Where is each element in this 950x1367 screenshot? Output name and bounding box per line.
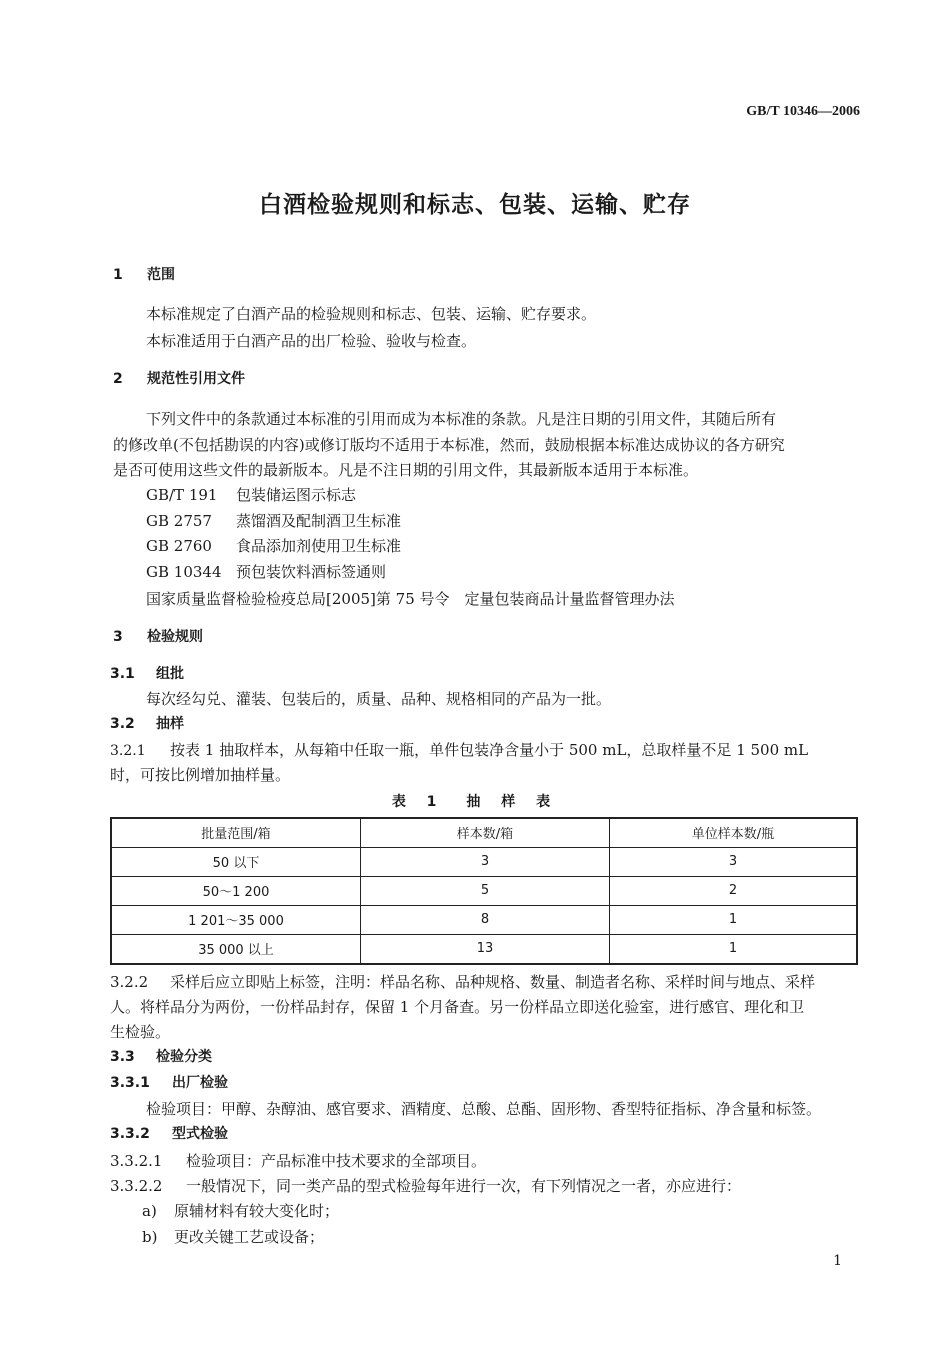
section-title: 规范性引用文件 [147,371,245,387]
clause-line: 人。将样品分为两份，一份样品封存，保留 1 个月备查。另一份样品立即送化验室，进行感官、理化和卫 [110,998,805,1016]
table-cell: 3 [610,847,858,876]
section-number: 3.2 [110,716,135,732]
table-cell: 13 [361,934,610,964]
paragraph: 每次经勾兑、灌装、包装后的，质量、品种、规格相同的产品为一批。 [146,690,612,708]
clause-text: 按表 1 抽取样本，从每箱中任取一瓶，单件包装净含量小于 500 mL，总取样量不足 1 500 mL [170,741,809,759]
subsection-heading [110,713,184,733]
clause-line [110,971,815,992]
section-number: 3.3.1 [110,1075,150,1091]
clause-number: 3.2.1 [110,743,146,759]
reference-code: GB 10344 [146,563,222,581]
table-cell: 8 [361,905,610,934]
clause-line [110,1150,486,1171]
table-header-cell: 样本数/箱 [361,818,610,847]
section-number: 1 [113,267,123,283]
subsection-heading [110,1123,228,1143]
table-cell: 35 000 以上 [111,934,361,964]
list-item [142,1226,324,1247]
reference-item [146,561,386,582]
section-1-heading [113,264,175,284]
reference-title: 食品添加剂使用卫生标准 [236,537,402,555]
sampling-table [110,817,858,965]
list-item [142,1200,339,1221]
section-title: 型式检验 [172,1126,228,1142]
table-row [111,876,857,905]
section-number: 3.3 [110,1049,135,1065]
clause-number: 3.3.2.2 [110,1177,163,1195]
table-row [111,934,857,964]
clause-number: 3.2.2 [110,973,149,991]
table-cell: 50～1 200 [111,876,361,905]
reference-title: 蒸馏酒及配制酒卫生标准 [236,512,402,530]
table-cell: 1 [610,905,858,934]
section-title: 范围 [147,267,175,283]
table-caption: 表 1 抽 样 表 [391,794,559,810]
reference-item [146,510,401,531]
paragraph-line: 是否可使用这些文件的最新版本。凡是不注日期的引用文件，其最新版本适用于本标准。 [113,461,699,479]
paragraph-line: 下列文件中的条款通过本标准的引用而成为本标准的条款。凡是注日期的引用文件，其随后所有 [146,410,777,428]
clause-text: 一般情况下，同一类产品的型式检验每年进行一次，有下列情况之一者，亦应进行： [186,1177,742,1195]
table-header-cell: 单位样本数/瓶 [610,818,858,847]
clause-line: 时，可按比例增加抽样量。 [110,766,291,784]
table-header-cell: 批量范围/箱 [111,818,361,847]
reference-code: GB 2760 [146,537,212,555]
list-marker: b) [142,1228,158,1246]
section-title: 检验规则 [147,629,203,645]
section-number: 3 [113,629,123,645]
clause-line: 生检验。 [110,1023,171,1041]
table-cell: 5 [361,876,610,905]
section-title: 检验分类 [156,1049,212,1065]
section-number: 3.1 [110,666,135,682]
page-title: 白酒检验规则和标志、包装、运输、贮存 [259,192,691,218]
reference-item [146,484,356,505]
list-text: 更改关键工艺或设备； [174,1228,325,1246]
paragraph: 检验项目：甲醇、杂醇油、感官要求、酒精度、总酸、总酯、固形物、香型特征指标、净含量和标签。 [146,1100,822,1118]
table-cell: 2 [610,876,858,905]
clause-number: 3.3.2.1 [110,1152,163,1170]
table-header-row [111,818,857,847]
standard-code: GB/T 10346—2006 [746,104,860,119]
section-number: 3.3.2 [110,1126,150,1142]
table-row [111,905,857,934]
section-2-heading [113,368,245,388]
clause-text: 采样后应立即贴上标签，注明：样品名称、品种规格、数量、制造者名称、采样时间与地点、采样 [170,973,816,991]
table-cell: 50 以下 [111,847,361,876]
section-title: 出厂检验 [172,1075,228,1091]
section-title: 抽样 [156,716,184,732]
list-marker: a) [142,1202,157,1220]
clause-text: 检验项目：产品标准中技术要求的全部项目。 [186,1152,487,1170]
paragraph: 本标准适用于白酒产品的出厂检验、验收与检查。 [146,332,477,350]
clause-line [110,739,808,760]
subsection-heading [110,663,184,683]
table-cell: 1 [610,934,858,964]
page-number: 1 [833,1253,842,1269]
reference-code: GB 2757 [146,512,212,530]
reference-item: 国家质量监督检验检疫总局[2005]第 75 号令 定量包装商品计量监督管理办法 [146,590,675,608]
reference-item [146,535,401,556]
section-title: 组批 [156,666,184,682]
reference-title: 预包装饮料酒标签通则 [236,563,387,581]
paragraph-line: 的修改单(不包括勘误的内容)或修订版均不适用于本标准，然而，鼓励根据本标准达成协议的各方研究 [113,436,785,454]
table-cell: 1 201～35 000 [111,905,361,934]
section-3-heading [113,626,203,646]
reference-title: 包装储运图示标志 [236,486,357,504]
list-text: 原辅材料有较大变化时； [174,1202,340,1220]
subsection-heading [110,1072,228,1092]
section-number: 2 [113,371,123,387]
subsection-heading [110,1046,212,1066]
paragraph: 本标准规定了白酒产品的检验规则和标志、包装、运输、贮存要求。 [146,305,597,323]
table-row [111,847,857,876]
reference-code: GB/T 191 [146,486,218,504]
table-cell: 3 [361,847,610,876]
clause-line [110,1175,741,1196]
